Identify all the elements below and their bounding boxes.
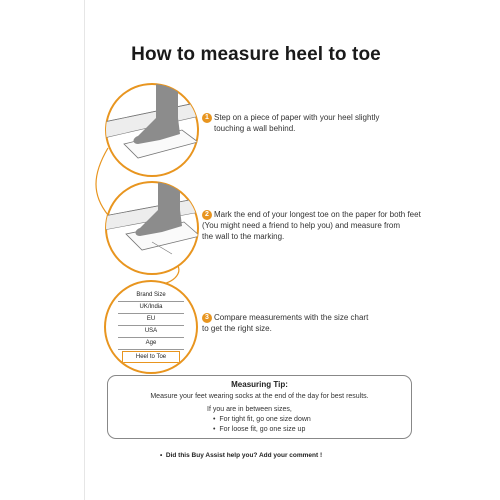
step-2 [202, 209, 442, 242]
step-text: Compare measurements with the size chart [214, 313, 369, 322]
step-text: Mark the end of your longest toe on the paper for both feet [214, 210, 421, 219]
page-title: How to measure heel to toe [131, 44, 381, 65]
step-text: touching a wall behind. [214, 124, 296, 133]
tip-title: Measuring Tip: [231, 380, 288, 389]
tip-bullet: • For loose fit, go one size up [213, 426, 306, 433]
size-chart-row: USA [118, 326, 184, 338]
tip-text: Measure your feet wearing socks at the end of the day for best results. [150, 393, 369, 400]
step2-illustration [104, 180, 200, 276]
step-number-badge: 2 [202, 210, 212, 220]
size-chart-row: Age [118, 338, 184, 350]
step-1 [202, 112, 442, 134]
size-chart-row: UK/India [118, 302, 184, 314]
size-chart-row: EU [118, 314, 184, 326]
measuring-tip-box [107, 375, 412, 439]
feedback-prompt[interactable]: • Did this Buy Assist help you? Add your comment ! [160, 452, 323, 459]
size-chart [118, 290, 184, 363]
step-number-badge: 1 [202, 113, 212, 123]
step-text: (You might need a friend to help you) and measure from [202, 221, 401, 230]
step-3 [202, 312, 442, 334]
step-text: the wall to the marking. [202, 232, 285, 241]
size-chart-row-highlight: Heel to Toe [122, 351, 180, 363]
tip-bullet: • For tight fit, go one size down [213, 416, 311, 423]
step-text: to get the right size. [202, 324, 272, 333]
tip-subtext: If you are in between sizes, [207, 406, 292, 413]
size-chart-row: Brand Size [118, 290, 184, 302]
step-text: Step on a piece of paper with your heel slightly [214, 113, 380, 122]
step1-illustration [104, 82, 200, 178]
step3-size-chart-illustration [104, 280, 198, 374]
step-number-badge: 3 [202, 313, 212, 323]
